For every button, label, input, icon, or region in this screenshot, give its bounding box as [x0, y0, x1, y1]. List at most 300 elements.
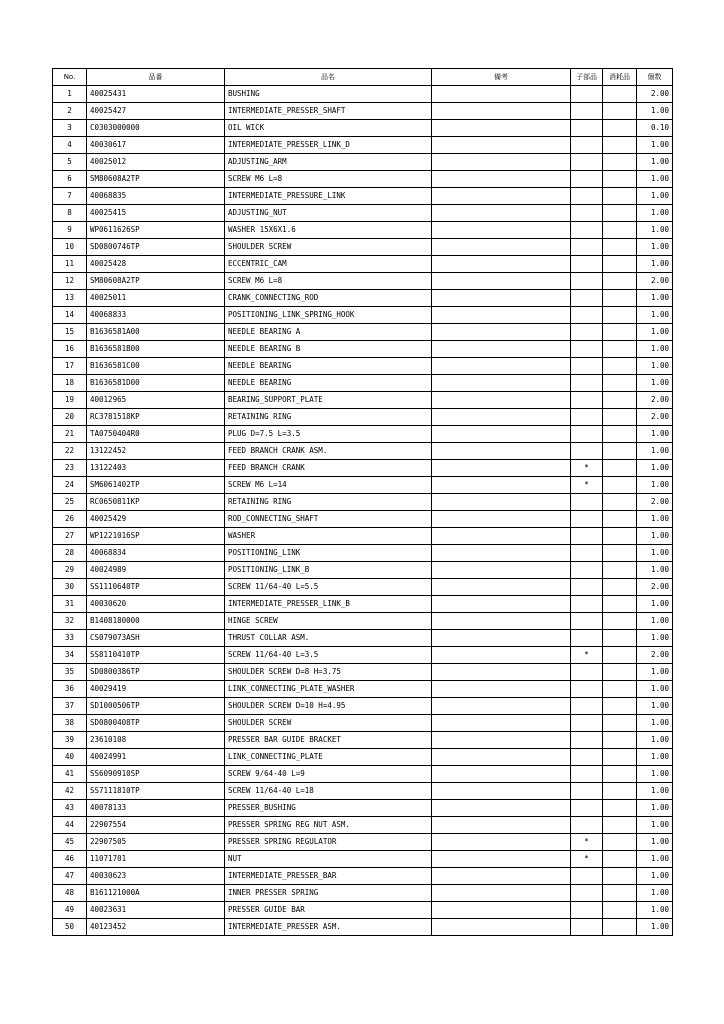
cell-child-part [571, 766, 603, 783]
table-row [53, 511, 673, 528]
table-row [53, 256, 673, 273]
cell-quantity: 1.00 [637, 630, 673, 647]
cell-part-name: INTERMEDIATE_PRESSER_SHAFT [225, 103, 432, 120]
cell-quantity: 1.00 [637, 239, 673, 256]
cell-quantity: 2.00 [637, 494, 673, 511]
cell-quantity: 1.00 [637, 222, 673, 239]
cell-remarks [432, 103, 571, 120]
cell-child-part [571, 426, 603, 443]
cell-part-name: CRANK_CONNECTING_ROD [225, 290, 432, 307]
cell-quantity: 1.00 [637, 341, 673, 358]
cell-part-number: SS8110410TP [87, 647, 225, 664]
cell-remarks [432, 443, 571, 460]
cell-part-name: PRESSER BAR GUIDE BRACKET [225, 732, 432, 749]
table-row [53, 188, 673, 205]
cell-consumable [603, 494, 637, 511]
cell-part-number: SD0800386TP [87, 664, 225, 681]
cell-part-name: SCREW 11/64-40 L=3.5 [225, 647, 432, 664]
table-row [53, 426, 673, 443]
cell-part-name: SHOULDER SCREW [225, 239, 432, 256]
cell-consumable [603, 766, 637, 783]
cell-part-name: BEARING_SUPPORT_PLATE [225, 392, 432, 409]
cell-quantity: 1.00 [637, 171, 673, 188]
cell-child-part [571, 341, 603, 358]
header-no: No. [53, 69, 87, 86]
cell-no: 42 [53, 783, 87, 800]
cell-quantity: 2.00 [637, 392, 673, 409]
cell-child-part [571, 698, 603, 715]
cell-part-number: B1636581D00 [87, 375, 225, 392]
cell-part-name: ROD_CONNECTING_SHAFT [225, 511, 432, 528]
cell-part-number: RC0650811KP [87, 494, 225, 511]
cell-no: 45 [53, 834, 87, 851]
cell-no: 15 [53, 324, 87, 341]
cell-no: 43 [53, 800, 87, 817]
cell-consumable [603, 392, 637, 409]
cell-part-number: 40025012 [87, 154, 225, 171]
cell-consumable [603, 86, 637, 103]
cell-part-name: NEEDLE BEARING [225, 375, 432, 392]
cell-child-part [571, 902, 603, 919]
cell-part-name: INTERMEDIATE_PRESSER_LINK_D [225, 137, 432, 154]
cell-quantity: 1.00 [637, 902, 673, 919]
cell-consumable [603, 868, 637, 885]
cell-child-part [571, 273, 603, 290]
table-row [53, 273, 673, 290]
cell-part-number: 13122452 [87, 443, 225, 460]
cell-no: 7 [53, 188, 87, 205]
cell-remarks [432, 647, 571, 664]
cell-child-part: * [571, 647, 603, 664]
cell-part-number: WP1221016SP [87, 528, 225, 545]
cell-part-number: 40025431 [87, 86, 225, 103]
cell-consumable [603, 885, 637, 902]
cell-part-name: FEED BRANCH CRANK ASM. [225, 443, 432, 460]
cell-consumable [603, 358, 637, 375]
table-row [53, 239, 673, 256]
cell-child-part [571, 800, 603, 817]
cell-no: 38 [53, 715, 87, 732]
table-row [53, 477, 673, 494]
cell-part-number: 40025429 [87, 511, 225, 528]
cell-no: 24 [53, 477, 87, 494]
cell-part-name: HINGE SCREW [225, 613, 432, 630]
table-row [53, 902, 673, 919]
cell-child-part [571, 375, 603, 392]
cell-remarks [432, 545, 571, 562]
cell-no: 48 [53, 885, 87, 902]
table-row [53, 460, 673, 477]
cell-part-name: ADJUSTING_ARM [225, 154, 432, 171]
cell-part-number: 22907554 [87, 817, 225, 834]
cell-no: 1 [53, 86, 87, 103]
cell-part-number: SD1000506TP [87, 698, 225, 715]
cell-part-name: SCREW M6 L=8 [225, 273, 432, 290]
parts-list-table [52, 68, 673, 936]
cell-consumable [603, 613, 637, 630]
cell-child-part [571, 868, 603, 885]
cell-part-number: 40024991 [87, 749, 225, 766]
cell-remarks [432, 375, 571, 392]
cell-no: 30 [53, 579, 87, 596]
cell-remarks [432, 239, 571, 256]
cell-child-part [571, 239, 603, 256]
cell-consumable [603, 800, 637, 817]
cell-child-part [571, 86, 603, 103]
cell-part-name: OIL WICK [225, 120, 432, 137]
cell-remarks [432, 171, 571, 188]
cell-no: 4 [53, 137, 87, 154]
cell-no: 18 [53, 375, 87, 392]
cell-no: 8 [53, 205, 87, 222]
cell-part-number: 40024989 [87, 562, 225, 579]
table-row [53, 579, 673, 596]
cell-part-number: 40030620 [87, 596, 225, 613]
cell-part-name: PLUG D=7.5 L=3.5 [225, 426, 432, 443]
cell-remarks [432, 154, 571, 171]
table-row [53, 834, 673, 851]
cell-consumable [603, 715, 637, 732]
cell-part-name: RETAINING RING [225, 409, 432, 426]
cell-quantity: 1.00 [637, 137, 673, 154]
cell-no: 23 [53, 460, 87, 477]
cell-remarks [432, 137, 571, 154]
cell-no: 25 [53, 494, 87, 511]
header-remarks: 備考 [432, 69, 571, 86]
cell-child-part [571, 392, 603, 409]
table-row [53, 681, 673, 698]
cell-no: 16 [53, 341, 87, 358]
table-row [53, 647, 673, 664]
cell-child-part [571, 630, 603, 647]
cell-remarks [432, 477, 571, 494]
cell-part-number: CS079073ASH [87, 630, 225, 647]
cell-quantity: 1.00 [637, 528, 673, 545]
cell-quantity: 1.00 [637, 460, 673, 477]
cell-remarks [432, 86, 571, 103]
cell-no: 5 [53, 154, 87, 171]
cell-consumable [603, 681, 637, 698]
cell-child-part [571, 358, 603, 375]
table-row [53, 800, 673, 817]
cell-part-number: SS1110640TP [87, 579, 225, 596]
cell-child-part: * [571, 851, 603, 868]
cell-child-part [571, 681, 603, 698]
cell-quantity: 1.00 [637, 766, 673, 783]
table-row [53, 222, 673, 239]
cell-quantity: 0.10 [637, 120, 673, 137]
cell-quantity: 1.00 [637, 868, 673, 885]
cell-part-number: B1636581A00 [87, 324, 225, 341]
cell-consumable [603, 477, 637, 494]
cell-quantity: 1.00 [637, 783, 673, 800]
cell-no: 11 [53, 256, 87, 273]
cell-consumable [603, 783, 637, 800]
cell-remarks [432, 205, 571, 222]
cell-child-part [571, 205, 603, 222]
cell-no: 46 [53, 851, 87, 868]
cell-consumable [603, 579, 637, 596]
table-row [53, 851, 673, 868]
cell-child-part [571, 579, 603, 596]
cell-remarks [432, 800, 571, 817]
cell-quantity: 1.00 [637, 426, 673, 443]
cell-part-number: SM6061402TP [87, 477, 225, 494]
table-row [53, 630, 673, 647]
cell-remarks [432, 511, 571, 528]
cell-part-number: 40078133 [87, 800, 225, 817]
cell-part-name: NEEDLE BEARING B [225, 341, 432, 358]
cell-no: 22 [53, 443, 87, 460]
cell-no: 37 [53, 698, 87, 715]
cell-consumable [603, 834, 637, 851]
cell-consumable [603, 562, 637, 579]
cell-quantity: 1.00 [637, 205, 673, 222]
cell-part-name: POSITIONING_LINK_SPRING_HOOK [225, 307, 432, 324]
cell-quantity: 2.00 [637, 647, 673, 664]
table-row [53, 409, 673, 426]
cell-remarks [432, 426, 571, 443]
cell-consumable [603, 324, 637, 341]
cell-part-number: 40025415 [87, 205, 225, 222]
cell-part-name: SCREW 11/64-40 L=18 [225, 783, 432, 800]
cell-part-name: NEEDLE BEARING [225, 358, 432, 375]
cell-consumable [603, 630, 637, 647]
cell-part-name: LINK_CONNECTING_PLATE [225, 749, 432, 766]
table-row [53, 154, 673, 171]
cell-remarks [432, 749, 571, 766]
cell-consumable [603, 290, 637, 307]
cell-remarks [432, 732, 571, 749]
cell-child-part [571, 494, 603, 511]
cell-part-name: PRESSER GUIDE BAR [225, 902, 432, 919]
cell-remarks [432, 358, 571, 375]
cell-consumable [603, 171, 637, 188]
cell-part-number: 22907505 [87, 834, 225, 851]
cell-consumable [603, 273, 637, 290]
cell-child-part [571, 817, 603, 834]
cell-quantity: 1.00 [637, 103, 673, 120]
cell-remarks [432, 460, 571, 477]
cell-no: 50 [53, 919, 87, 936]
cell-consumable [603, 545, 637, 562]
cell-child-part [571, 562, 603, 579]
cell-part-name: LINK_CONNECTING_PLATE_WASHER [225, 681, 432, 698]
table-row [53, 103, 673, 120]
cell-part-number: C0303000000 [87, 120, 225, 137]
table-row [53, 528, 673, 545]
cell-no: 19 [53, 392, 87, 409]
cell-consumable [603, 732, 637, 749]
cell-no: 28 [53, 545, 87, 562]
cell-part-name: PRESSER SPRING REG NUT ASM. [225, 817, 432, 834]
cell-child-part [571, 613, 603, 630]
cell-quantity: 1.00 [637, 800, 673, 817]
cell-part-number: SD0800408TP [87, 715, 225, 732]
cell-remarks [432, 562, 571, 579]
table-row [53, 205, 673, 222]
cell-part-number: B1636581C00 [87, 358, 225, 375]
cell-quantity: 2.00 [637, 579, 673, 596]
cell-remarks [432, 834, 571, 851]
cell-no: 47 [53, 868, 87, 885]
cell-quantity: 1.00 [637, 256, 673, 273]
cell-consumable [603, 222, 637, 239]
table-row [53, 783, 673, 800]
table-row [53, 613, 673, 630]
cell-part-name: INTERMEDIATE_PRESSER_LINK_B [225, 596, 432, 613]
cell-consumable [603, 426, 637, 443]
cell-part-name: SCREW M6 L=14 [225, 477, 432, 494]
cell-part-name: THRUST COLLAR ASM. [225, 630, 432, 647]
cell-quantity: 1.00 [637, 154, 673, 171]
cell-part-name: INNER PRESSER SPRING [225, 885, 432, 902]
cell-quantity: 2.00 [637, 273, 673, 290]
cell-part-number: TA0750404R0 [87, 426, 225, 443]
table-header-row [53, 69, 673, 86]
cell-consumable [603, 851, 637, 868]
cell-quantity: 1.00 [637, 851, 673, 868]
cell-remarks [432, 681, 571, 698]
cell-quantity: 1.00 [637, 562, 673, 579]
cell-child-part [571, 171, 603, 188]
cell-quantity: 1.00 [637, 681, 673, 698]
table-row [53, 919, 673, 936]
cell-part-name: SCREW 11/64-40 L=5.5 [225, 579, 432, 596]
cell-child-part [571, 919, 603, 936]
cell-child-part [571, 596, 603, 613]
cell-part-number: 40025427 [87, 103, 225, 120]
cell-consumable [603, 902, 637, 919]
cell-quantity: 2.00 [637, 86, 673, 103]
cell-part-number: SM80608A2TP [87, 171, 225, 188]
cell-child-part [571, 749, 603, 766]
table-row [53, 698, 673, 715]
cell-child-part [571, 664, 603, 681]
table-row [53, 307, 673, 324]
cell-part-number: 40123452 [87, 919, 225, 936]
cell-consumable [603, 698, 637, 715]
cell-quantity: 1.00 [637, 749, 673, 766]
cell-consumable [603, 103, 637, 120]
cell-part-number: 40030617 [87, 137, 225, 154]
cell-consumable [603, 205, 637, 222]
cell-quantity: 1.00 [637, 834, 673, 851]
cell-consumable [603, 443, 637, 460]
table-row [53, 86, 673, 103]
cell-part-number: RC3781518KP [87, 409, 225, 426]
cell-remarks [432, 188, 571, 205]
cell-remarks [432, 919, 571, 936]
cell-part-name: INTERMEDIATE_PRESSER ASM. [225, 919, 432, 936]
table-row [53, 817, 673, 834]
cell-quantity: 1.00 [637, 613, 673, 630]
cell-part-number: B1636581B00 [87, 341, 225, 358]
table-row [53, 885, 673, 902]
cell-quantity: 1.00 [637, 545, 673, 562]
cell-part-name: FEED BRANCH CRANK [225, 460, 432, 477]
cell-part-name: ADJUSTING_NUT [225, 205, 432, 222]
cell-consumable [603, 919, 637, 936]
cell-remarks [432, 324, 571, 341]
header-part-name: 品名 [225, 69, 432, 86]
header-consumable: 消耗品 [603, 69, 637, 86]
cell-no: 9 [53, 222, 87, 239]
cell-no: 32 [53, 613, 87, 630]
table-row [53, 137, 673, 154]
cell-no: 27 [53, 528, 87, 545]
cell-part-number: SS7111810TP [87, 783, 225, 800]
cell-no: 20 [53, 409, 87, 426]
cell-remarks [432, 341, 571, 358]
cell-part-number: 40068834 [87, 545, 225, 562]
cell-part-name: PRESSER SPRING REGULATOR [225, 834, 432, 851]
cell-no: 31 [53, 596, 87, 613]
cell-part-name: POSITIONING_LINK_B [225, 562, 432, 579]
cell-no: 10 [53, 239, 87, 256]
cell-no: 21 [53, 426, 87, 443]
cell-quantity: 1.00 [637, 698, 673, 715]
cell-quantity: 1.00 [637, 885, 673, 902]
cell-part-name: INTERMEDIATE_PRESSER_BAR [225, 868, 432, 885]
cell-quantity: 1.00 [637, 817, 673, 834]
cell-part-name: SHOULDER SCREW D=8 H=3.75 [225, 664, 432, 681]
cell-part-name: WASHER [225, 528, 432, 545]
cell-no: 26 [53, 511, 87, 528]
cell-consumable [603, 511, 637, 528]
cell-consumable [603, 647, 637, 664]
cell-consumable [603, 137, 637, 154]
cell-part-name: WASHER 15X6X1.6 [225, 222, 432, 239]
cell-quantity: 1.00 [637, 443, 673, 460]
cell-remarks [432, 256, 571, 273]
cell-child-part [571, 103, 603, 120]
cell-no: 13 [53, 290, 87, 307]
cell-quantity: 1.00 [637, 358, 673, 375]
cell-consumable [603, 239, 637, 256]
cell-part-name: RETAINING RING [225, 494, 432, 511]
table-body [53, 86, 673, 936]
cell-part-name: INTERMEDIATE_PRESSURE_LINK [225, 188, 432, 205]
table-row [53, 341, 673, 358]
cell-remarks [432, 851, 571, 868]
table-row [53, 596, 673, 613]
table-row [53, 562, 673, 579]
cell-part-name: NEEDLE BEARING A [225, 324, 432, 341]
cell-remarks [432, 885, 571, 902]
cell-child-part: * [571, 834, 603, 851]
table-row [53, 375, 673, 392]
table-row [53, 664, 673, 681]
table-row [53, 120, 673, 137]
cell-no: 14 [53, 307, 87, 324]
table-row [53, 545, 673, 562]
cell-part-name: PRESSER_BUSHING [225, 800, 432, 817]
cell-no: 49 [53, 902, 87, 919]
cell-quantity: 1.00 [637, 375, 673, 392]
cell-child-part [571, 885, 603, 902]
cell-no: 33 [53, 630, 87, 647]
table-row [53, 494, 673, 511]
cell-part-name: SHOULDER SCREW D=10 H=4.95 [225, 698, 432, 715]
cell-remarks [432, 630, 571, 647]
cell-part-name: ECCENTRIC_CAM [225, 256, 432, 273]
cell-part-number: B161121000A [87, 885, 225, 902]
table-row [53, 171, 673, 188]
cell-remarks [432, 868, 571, 885]
cell-part-number: SD0800746TP [87, 239, 225, 256]
cell-no: 44 [53, 817, 87, 834]
